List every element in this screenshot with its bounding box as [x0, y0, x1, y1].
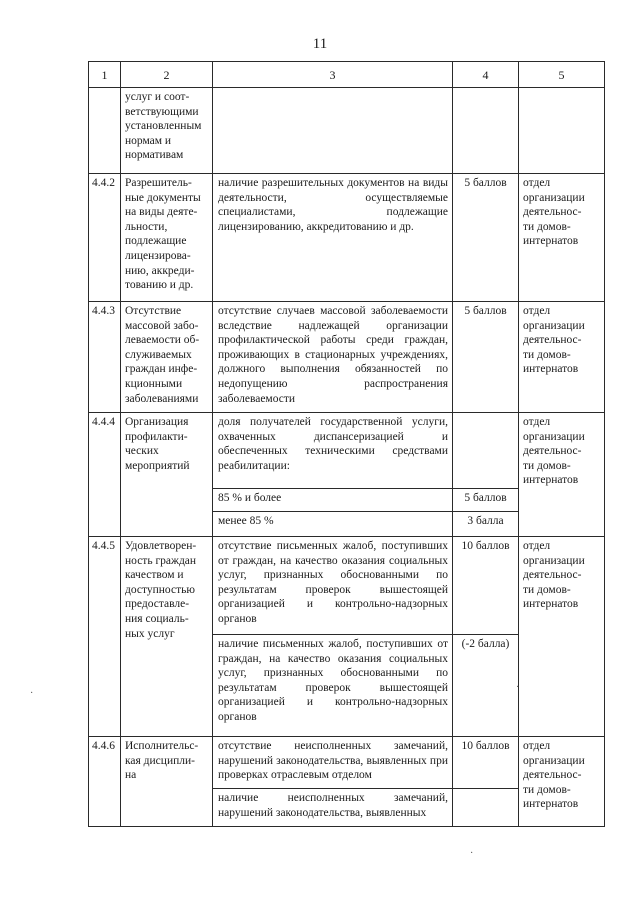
table-row — [89, 413, 605, 489]
row-responsible: отдел организации деятельнос- ти домов- интернатов — [519, 537, 605, 737]
continued-row-responsible — [519, 88, 605, 174]
row-name: Отсутствие массовой забо- леваемости об- служиваемых граждан инфе- кционными заболеваниями — [121, 302, 213, 413]
row-id: 4.4.5 — [89, 537, 121, 737]
row-id: 4.4.3 — [89, 302, 121, 413]
table-row — [89, 302, 605, 413]
criterion-score: 5 баллов — [453, 302, 519, 413]
criterion-text: отсутствие неисполненных замечаний, нарушений законодательства, выявленных при проверках отраслевым отделом — [213, 737, 453, 789]
page-number: 11 — [312, 36, 328, 52]
table-header-row — [89, 62, 605, 88]
criterion-text: наличие письменных жалоб, поступивших от граждан, на качество оказания социальных услуг, признанных обоснованными по результатам проверок вышестоящей организацией и контрольно-надзорных органов — [213, 635, 453, 737]
criterion-score: 3 балла — [453, 512, 519, 537]
row-responsible: отдел организации деятельнос- ти домов- интернатов — [519, 302, 605, 413]
table-row — [89, 737, 605, 789]
row-responsible: отдел организации деятельнос- ти домов- интернатов — [519, 413, 605, 537]
criterion-text: менее 85 % — [213, 512, 453, 537]
criteria-table — [88, 61, 605, 827]
row-id: 4.4.6 — [89, 737, 121, 827]
row-name: Удовлетворен- ность граждан качеством и доступностью предоставле- ния социаль- ных услуг — [121, 537, 213, 737]
header-cell-3: 3 — [213, 62, 453, 88]
criterion-score: 5 баллов — [453, 489, 519, 512]
continued-row-id — [89, 88, 121, 174]
scan-speck: · — [30, 688, 34, 699]
scan-speck: · — [470, 848, 474, 859]
criterion-score: 10 баллов — [453, 737, 519, 789]
header-cell-2: 2 — [121, 62, 213, 88]
continued-row-criterion — [213, 88, 453, 174]
header-cell-1: 1 — [89, 62, 121, 88]
criterion-score: (-2 балла) — [453, 635, 519, 737]
criterion-score: 10 баллов — [453, 537, 519, 635]
criterion-text: 85 % и более — [213, 489, 453, 512]
row-name: Разрешитель- ные документы на виды деяте- льности, подлежащие лицензирова- нию, аккреди- тованию и др. — [121, 174, 213, 302]
continued-row-score — [453, 88, 519, 174]
row-name: Организация профилакти- ческих мероприятий — [121, 413, 213, 537]
criterion-text: доля получателей государственной услуги, охваченных диспансеризацией и обеспеченных техническими средствами реабилитации: — [213, 413, 453, 489]
criterion-text: отсутствие письменных жалоб, поступивших от граждан, на качество оказания социальных услуг, признанных обоснованными по результатам проверок вышестоящей организацией и контрольно-надзорных органов — [213, 537, 453, 635]
criterion-score — [453, 413, 519, 489]
criterion-score: 5 баллов — [453, 174, 519, 302]
row-name: Исполнительс- кая дисципли- на — [121, 737, 213, 827]
criterion-text: наличие разрешительных документов на виды деятельности, осуществляемые специалистами, подлежащие лицензированию, аккредитованию и др. — [213, 174, 453, 302]
row-id: 4.4.4 — [89, 413, 121, 537]
row-id: 4.4.2 — [89, 174, 121, 302]
header-cell-4: 4 — [453, 62, 519, 88]
continued-row — [89, 88, 605, 174]
criterion-score — [453, 789, 519, 827]
scan-speck: · — [516, 682, 520, 693]
continued-row-name: услуг и соот- ветствующими установленным нормам и нормативам — [121, 88, 213, 174]
table-row — [89, 174, 605, 302]
table-row — [89, 537, 605, 635]
row-responsible: отдел организации деятельнос- ти домов- интернатов — [519, 174, 605, 302]
criterion-text: наличие неисполненных замечаний, нарушений законодательства, выявленных — [213, 789, 453, 827]
row-responsible: отдел организации деятельнос- ти домов- интернатов — [519, 737, 605, 827]
criterion-text: отсутствие случаев массовой заболеваемости вследствие надлежащей организации профилактической работы среди граждан, проживающих в стационарных учреждениях, должного выполнения обязанностей по недопущению распространения заболеваемости — [213, 302, 453, 413]
header-cell-5: 5 — [519, 62, 605, 88]
